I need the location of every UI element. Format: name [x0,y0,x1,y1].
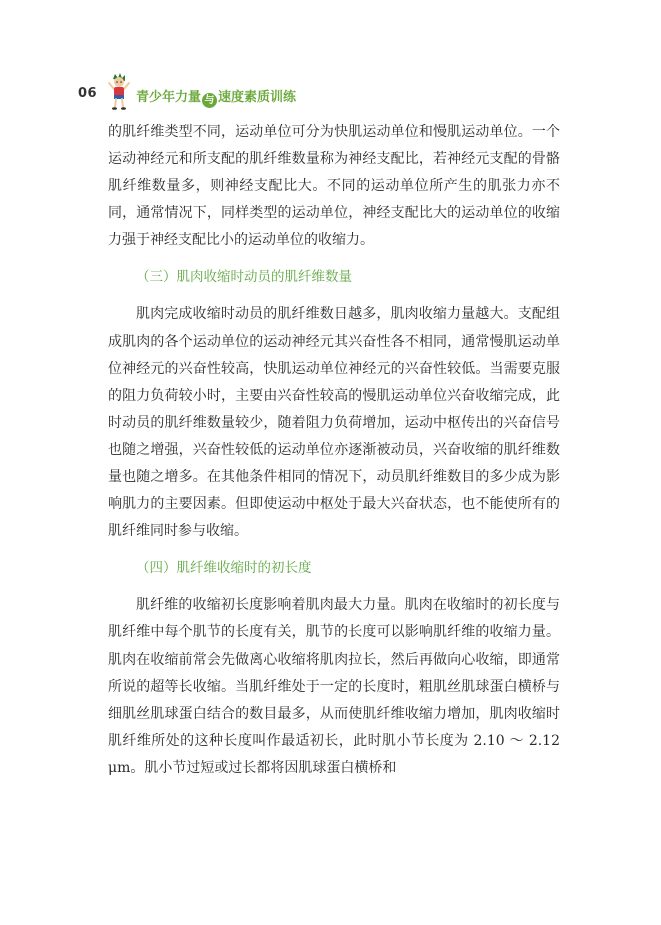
series-title [136,86,296,108]
series-title-left: 青少年力量 [136,90,202,105]
series-title-amp-badge: 与 [202,93,217,108]
runner-mascot-icon [104,72,134,112]
running-header [78,72,598,116]
paragraph-initial-length: 肌纤维的收缩初长度影响着肌肉最大力量。肌肉在收缩时的初长度与肌纤维中每个肌节的长度有关，肌节的长度可以影响肌纤维的收缩力量。肌肉在收缩前常会先做离心收缩将肌肉拉长，然后再做向心收缩，即通常所说的超等长收缩。当肌纤维处于一定的长度时，粗肌丝肌球蛋白横桥与细肌丝肌球蛋白结合的数目最多，从而使肌纤维收缩力增加，肌肉收缩时肌纤维所处的这种长度叫作最适初长，此时肌小节长度为 2.10 ～ 2.12 μm。肌小节过短或过长都将因肌球蛋白横桥和 [108,597,560,776]
page-number: 06 [78,86,98,101]
paragraph-continued: 的肌纤维类型不同，运动单位可分为快肌运动单位和慢肌运动单位。一个运动神经元和所支配的肌纤维数量称为神经支配比，若神经元支配的骨骼肌纤维数量多，则神经支配比大。不同的运动单位所产生的肌张力亦不同，通常情况下，同样类型的运动单位，神经支配比大的运动单位的收缩力强于神经支配比小的运动单位的收缩力。 [108,124,560,249]
page-body [108,119,560,782]
series-title-right: 速度素质训练 [218,90,297,105]
section-heading-3: （三）肌肉收缩时动员的肌纤维数量 [136,269,352,286]
paragraph-muscle-fiber-recruitment: 肌肉完成收缩时动员的肌纤维数日越多，肌肉收缩力量越大。支配组成肌肉的各个运动单位的运动神经元其兴奋性各不相同，通常慢肌运动单位神经元的兴奋性较高，快肌运动单位神经元的兴奋性较低。当需要克服的阻力负荷较小时，主要由兴奋性较高的慢肌运动单位兴奋收缩完成，此时动员的肌纤维数量较少，随着阻力负荷增加，运动中枢传出的兴奋信号也随之增强，兴奋性较低的运动单位亦逐渐被动员，兴奋收缩的肌纤维数量也随之增多。在其他条件相同的情况下，动员肌纤维数目的多少成为影响肌力的主要因素。但即使运动中枢处于最大兴奋状态，也不能使所有的肌纤维同时参与收缩。 [108,306,560,540]
section-heading-4: （四）肌纤维收缩时的初长度 [136,560,312,577]
